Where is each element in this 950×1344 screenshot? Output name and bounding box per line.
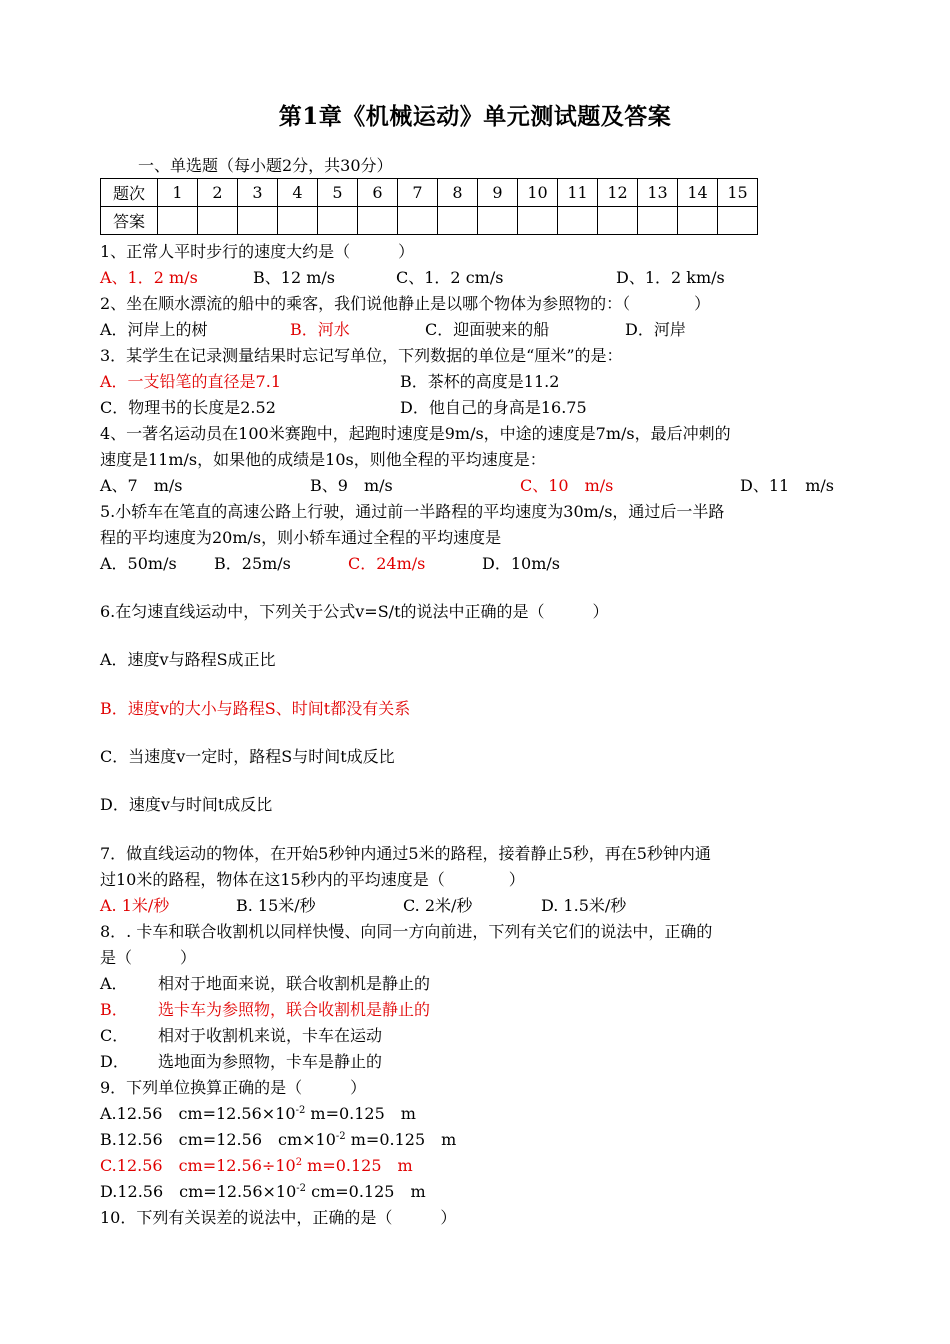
option-c: C、1．2 cm/s [396,268,504,287]
table-cell-number: 5 [318,179,358,207]
page-title: 第1章《机械运动》单元测试题及答案 [278,103,672,130]
question-2-stem: 2、坐在顺水漂流的船中的乘客，我们说他静止是以哪个物体为参照物的：（ ） [100,294,711,313]
option-d: D. 1.5米/秒 [541,896,627,915]
option-text: 选卡车为参照物，联合收割机是静止的 [158,1000,431,1019]
table-cell-answer [318,207,358,235]
question-5-options [100,554,860,574]
table-cell-number: 15 [718,179,758,207]
question-6-option-a: A．速度v与路程S成正比 [100,650,276,669]
table-cell-number: 10 [518,179,558,207]
exponent: -2 [335,1131,346,1142]
question-8-stem-line2: 是（ ） [100,948,197,967]
question-6-option-b: B．速度v的大小与路程S、时间t都没有关系 [100,699,411,718]
option-text: m=0.125 m [345,1130,457,1149]
exponent: -2 [296,1183,307,1194]
option-text: D.12.56 cm=12.56×10 [100,1182,297,1201]
option-d: D、1．2 km/s [616,268,725,287]
question-5-stem-line2: 程的平均速度为20m/s，则小轿车通过全程的平均速度是 [100,528,502,547]
question-4-options [100,476,860,496]
question-6-option-d: D．速度v与时间t成反比 [100,795,273,814]
option-text: cm=0.125 m [306,1182,426,1201]
option-text: 相对于收割机来说，卡车在运动 [158,1026,383,1045]
question-1-options [100,268,860,288]
table-row-numbers [101,179,758,207]
table-cell-number: 9 [478,179,518,207]
question-9-stem: 9．下列单位换算正确的是（ ） [100,1078,367,1097]
question-7-stem-line2: 过10米的路程，物体在这15秒内的平均速度是（ ） [100,870,525,889]
table-cell-answer [518,207,558,235]
table-cell-number: 14 [678,179,718,207]
option-a: A．一支铅笔的直径是7.1 [100,372,282,391]
table-cell-number: 2 [198,179,238,207]
table-cell-answer [438,207,478,235]
question-3-options-ab [100,372,860,392]
question-1-stem: 1、正常人平时步行的速度大约是（ ） [100,242,415,261]
option-text: m=0.125 m [305,1104,416,1123]
option-text: 相对于地面来说，联合收割机是静止的 [158,974,431,993]
option-b: B、12 m/s [253,268,335,287]
question-6-option-c: C．当速度v一定时，路程S与时间t成反比 [100,747,395,766]
option-d: D．河岸 [625,320,686,339]
option-b: B．茶杯的高度是11.2 [400,372,560,391]
question-8-option-a [100,974,860,994]
question-9-option-c [100,1156,413,1176]
option-text: 选地面为参照物，卡车是静止的 [158,1052,383,1071]
table-cell-number: 13 [638,179,678,207]
option-text: B.12.56 cm=12.56 cm×10 [100,1130,336,1149]
question-5-stem-line1: 5.小轿车在笔直的高速公路上行驶，通过前一半路程的平均速度为30m/s，通过后一半路 [100,502,725,521]
option-text: C.12.56 cm=12.56÷10 [100,1156,296,1175]
option-a: A．50m/s [100,554,177,573]
table-cell-answer [358,207,398,235]
option-c: C. 2米/秒 [403,896,473,915]
table-header-cell: 题次 [101,179,158,207]
table-cell-number: 6 [358,179,398,207]
table-cell-number: 7 [398,179,438,207]
answer-table [100,178,758,235]
table-cell-answer [478,207,518,235]
table-cell-answer [198,207,238,235]
section-heading: 一、单选题（每小题2分，共30分） [138,156,393,175]
option-d: D、11 m/s [740,476,834,495]
question-6-stem: 6.在匀速直线运动中，下列关于公式v=S/t的说法中正确的是（ ） [100,602,609,621]
table-cell-answer [558,207,598,235]
option-d: D．10m/s [482,554,560,573]
table-cell-number: 3 [238,179,278,207]
question-9-option-b [100,1130,456,1150]
option-c: C．物理书的长度是2.52 [100,398,276,417]
question-9-option-a [100,1104,416,1124]
option-b: B. 15米/秒 [236,896,316,915]
option-label: D． [100,1052,129,1071]
question-10-stem: 10．下列有关误差的说法中，正确的是（ ） [100,1208,457,1227]
table-cell-answer [718,207,758,235]
option-text: A.12.56 cm=12.56×10 [100,1104,296,1123]
table-cell-answer [638,207,678,235]
question-7-options [100,896,860,916]
option-d: D．他自己的身高是16.75 [400,398,587,417]
table-header-cell: 答案 [101,207,158,235]
option-label: A． [100,974,128,993]
table-cell-number: 11 [558,179,598,207]
table-cell-answer [398,207,438,235]
question-9-option-d [100,1182,426,1202]
table-cell-answer [278,207,318,235]
option-a: A. 1米/秒 [100,896,170,915]
question-4-stem-line2: 速度是11m/s，如果他的成绩是10s，则他全程的平均速度是： [100,450,546,469]
option-label: C． [100,1026,129,1045]
table-cell-number: 1 [158,179,198,207]
question-3-options-cd [100,398,860,418]
question-3-stem: 3．某学生在记录测量结果时忘记写单位，下列数据的单位是“厘米”的是： [100,346,623,365]
option-c: C、10 m/s [520,476,614,495]
option-a: A、1．2 m/s [100,268,198,287]
option-a: A、7 m/s [100,476,183,495]
option-b: B、9 m/s [310,476,393,495]
option-b: B．25m/s [214,554,291,573]
table-cell-answer [598,207,638,235]
table-cell-number: 8 [438,179,478,207]
table-cell-number: 12 [598,179,638,207]
option-c: C．迎面驶来的船 [425,320,550,339]
question-8-option-b [100,1000,860,1020]
option-b: B．河水 [290,320,350,339]
question-8-option-c [100,1026,860,1046]
table-cell-answer [158,207,198,235]
question-8-option-d [100,1052,860,1072]
option-label: B． [100,1000,128,1019]
option-text: m=0.125 m [302,1156,413,1175]
option-a: A．河岸上的树 [100,320,208,339]
question-2-options [100,320,860,340]
table-cell-number: 4 [278,179,318,207]
table-cell-answer [678,207,718,235]
exponent: -2 [295,1105,306,1116]
exponent: 2 [295,1157,303,1168]
question-4-stem-line1: 4、一著名运动员在100米赛跑中，起跑时速度是9m/s，中途的速度是7m/s，最后冲刺的 [100,424,731,443]
table-cell-answer [238,207,278,235]
option-c: C．24m/s [348,554,426,573]
question-7-stem-line1: 7．做直线运动的物体，在开始5秒钟内通过5米的路程，接着静止5秒，再在5秒钟内通 [100,844,711,863]
table-row-answers [101,207,758,235]
question-8-stem-line1: 8．. 卡车和联合收割机以同样快慢、向同一方向前进，下列有关它们的说法中，正确的 [100,922,713,941]
